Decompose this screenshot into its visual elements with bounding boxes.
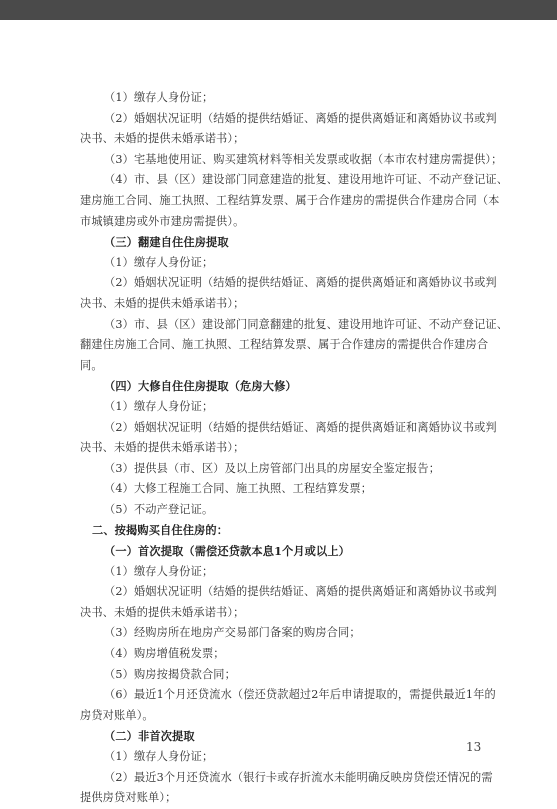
section-heading: （二）非首次提取	[104, 729, 195, 744]
section-heading: 二、按揭购买自住住房的：	[92, 523, 229, 538]
text-line: （1）缴存人身份证；	[104, 91, 214, 104]
text-line: （2）最近3个月还贷流水（银行卡或存折流水未能明确反映房贷偿还情况的需	[104, 770, 493, 784]
text-line: （3）宅基地使用证、购买建筑材料等相关发票或收据（本市农村建房需提供）；	[104, 152, 503, 166]
text-line: （2）婚姻状况证明（结婚的提供结婚证、离婚的提供离婚证和离婚协议书或判	[104, 111, 497, 125]
text-line: （1）缴存人身份证；	[104, 564, 214, 578]
text-line: （5）不动产登记证。	[104, 502, 214, 516]
text-line: （1）缴存人身份证；	[104, 399, 214, 413]
text-line: （2）婚姻状况证明（结婚的提供结婚证、离婚的提供离婚证和离婚协议书或判	[104, 276, 497, 290]
text-line: （6）最近1个月还贷流水（偿还贷款超过2年后申请提取的，需提供最近1年的	[104, 688, 496, 702]
text-line: 同。	[80, 358, 103, 372]
section-heading: （四）大修自住住房提取（危房大修）	[104, 379, 297, 394]
text-line: 决书、未婚的提供未婚承诺书）；	[80, 441, 245, 455]
text-line: 决书、未婚的提供未婚承诺书）；	[80, 296, 245, 310]
text-line: （1）缴存人身份证；	[104, 750, 214, 763]
text-line: （5）购房按揭贷款合同；	[104, 667, 236, 681]
top-border-bar	[0, 0, 557, 20]
text-line: 房贷对账单）。	[80, 708, 154, 722]
page-number: 13	[466, 740, 482, 754]
text-line: 翻建住房施工合同、施工执照、工程结算发票、属于合作建房的需提供合作建房合	[80, 338, 489, 352]
section-heading: （三）翻建自住住房提取	[104, 235, 229, 250]
text-line: （3）市、县（区）建设部门同意翻建的批复、建设用地许可证、不动产登记证、	[104, 317, 509, 331]
text-line: 市城镇建房或外市建房需提供）。	[80, 214, 245, 228]
text-line: （3）经购房所在地房产交易部门备案的购房合同；	[104, 626, 361, 640]
section-heading: （一）首次提取（需偿还贷款本息1个月或以上）	[104, 544, 351, 559]
text-line: （4）市、县（区）建设部门同意建造的批复、建设用地许可证、不动产登记证、	[104, 173, 509, 187]
text-line: 决书、未婚的提供未婚承诺书）；	[80, 605, 245, 619]
text-line: （4）购房增值税发票；	[104, 647, 225, 661]
text-line: 建房施工合同、施工执照、工程结算发票、属于合作建房的需提供合作建房合同（本	[80, 193, 500, 207]
text-line: 提供房贷对账单）；	[80, 791, 177, 805]
text-line: （3）提供县（市、区）及以上房管部门出具的房屋安全鉴定报告；	[104, 461, 441, 475]
text-line: （1）缴存人身份证；	[104, 255, 214, 269]
text-line: （2）婚姻状况证明（结婚的提供结婚证、离婚的提供离婚证和离婚协议书或判	[104, 585, 497, 599]
document-body	[80, 88, 509, 809]
text-line: 决书、未婚的提供未婚承诺书）；	[80, 132, 245, 146]
text-line: （4）大修工程施工合同、施工执照、工程结算发票；	[104, 482, 373, 496]
text-line: （2）婚姻状况证明（结婚的提供结婚证、离婚的提供离婚证和离婚协议书或判	[104, 420, 497, 434]
